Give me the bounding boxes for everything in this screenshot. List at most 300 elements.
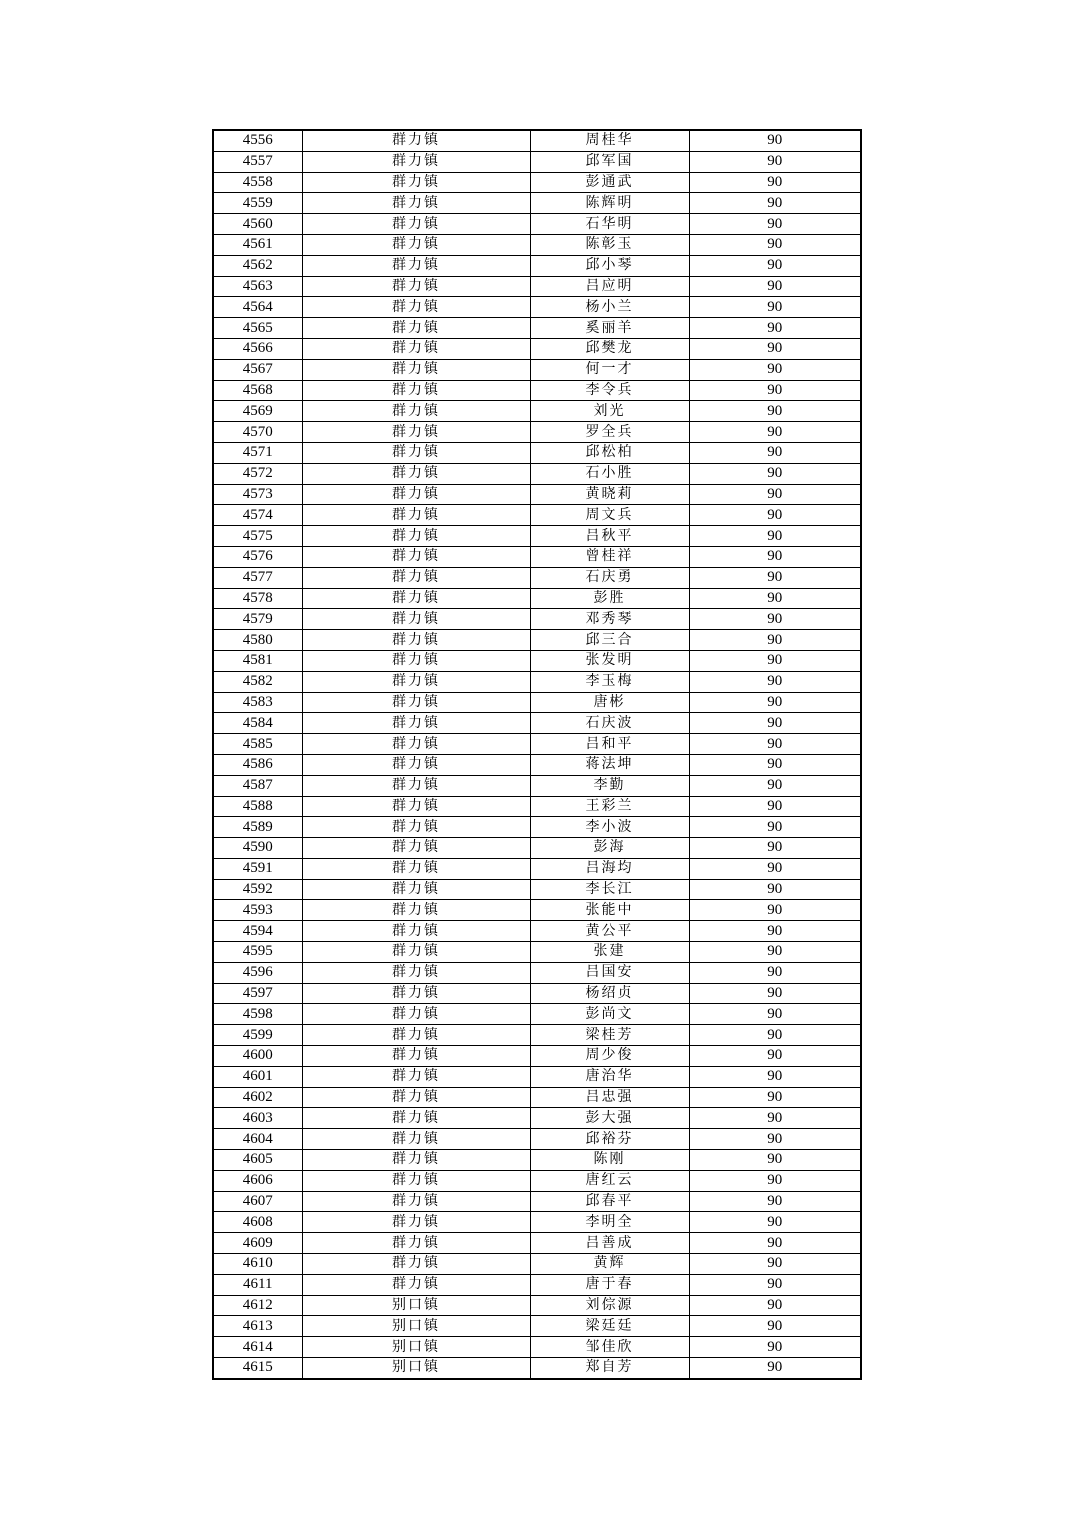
- score-cell: 90: [689, 1316, 861, 1337]
- row-number-cell: 4569: [213, 401, 302, 422]
- name-cell: 邱春平: [530, 1191, 689, 1212]
- score-cell: 90: [689, 775, 861, 796]
- town-cell: 群力镇: [302, 962, 530, 983]
- score-cell: 90: [689, 1358, 861, 1379]
- score-cell: 90: [689, 817, 861, 838]
- row-number-cell: 4585: [213, 734, 302, 755]
- table-row: [213, 1150, 861, 1171]
- table-row: [213, 1087, 861, 1108]
- town-cell: 群力镇: [302, 754, 530, 775]
- row-number-cell: 4613: [213, 1316, 302, 1337]
- row-number-cell: 4611: [213, 1274, 302, 1295]
- score-cell: 90: [689, 526, 861, 547]
- table-row: [213, 380, 861, 401]
- data-table-container: [212, 129, 860, 1380]
- row-number-cell: 4580: [213, 630, 302, 651]
- town-cell: 群力镇: [302, 1150, 530, 1171]
- score-cell: 90: [689, 754, 861, 775]
- score-cell: 90: [689, 671, 861, 692]
- name-cell: 石庆波: [530, 713, 689, 734]
- row-number-cell: 4600: [213, 1046, 302, 1067]
- row-number-cell: 4595: [213, 942, 302, 963]
- name-cell: 石庆勇: [530, 567, 689, 588]
- score-cell: 90: [689, 1295, 861, 1316]
- row-number-cell: 4561: [213, 234, 302, 255]
- row-number-cell: 4575: [213, 526, 302, 547]
- score-cell: 90: [689, 297, 861, 318]
- table-row: [213, 505, 861, 526]
- row-number-cell: 4605: [213, 1150, 302, 1171]
- table-row: [213, 838, 861, 859]
- row-number-cell: 4593: [213, 900, 302, 921]
- row-number-cell: 4570: [213, 422, 302, 443]
- table-row: [213, 1274, 861, 1295]
- score-cell: 90: [689, 1337, 861, 1358]
- name-cell: 李勤: [530, 775, 689, 796]
- name-cell: 张发明: [530, 650, 689, 671]
- score-cell: 90: [689, 1025, 861, 1046]
- name-cell: 李长江: [530, 879, 689, 900]
- row-number-cell: 4562: [213, 255, 302, 276]
- row-number-cell: 4556: [213, 130, 302, 151]
- name-cell: 周桂华: [530, 130, 689, 151]
- row-number-cell: 4603: [213, 1108, 302, 1129]
- table-row: [213, 526, 861, 547]
- name-cell: 吕秋平: [530, 526, 689, 547]
- name-cell: 邓秀琴: [530, 609, 689, 630]
- score-cell: 90: [689, 921, 861, 942]
- row-number-cell: 4612: [213, 1295, 302, 1316]
- name-cell: 吕国安: [530, 962, 689, 983]
- table-row: [213, 255, 861, 276]
- table-row: [213, 692, 861, 713]
- table-row: [213, 193, 861, 214]
- row-number-cell: 4576: [213, 546, 302, 567]
- score-cell: 90: [689, 234, 861, 255]
- name-cell: 奚丽羊: [530, 318, 689, 339]
- town-cell: 群力镇: [302, 692, 530, 713]
- name-cell: 彭胜: [530, 588, 689, 609]
- score-cell: 90: [689, 1066, 861, 1087]
- row-number-cell: 4598: [213, 1004, 302, 1025]
- town-cell: 群力镇: [302, 505, 530, 526]
- row-number-cell: 4615: [213, 1358, 302, 1379]
- name-cell: 李小波: [530, 817, 689, 838]
- table-row: [213, 338, 861, 359]
- score-cell: 90: [689, 151, 861, 172]
- town-cell: 群力镇: [302, 214, 530, 235]
- row-number-cell: 4594: [213, 921, 302, 942]
- score-cell: 90: [689, 546, 861, 567]
- name-cell: 何一才: [530, 359, 689, 380]
- row-number-cell: 4599: [213, 1025, 302, 1046]
- score-cell: 90: [689, 650, 861, 671]
- row-number-cell: 4564: [213, 297, 302, 318]
- score-cell: 90: [689, 359, 861, 380]
- row-number-cell: 4604: [213, 1129, 302, 1150]
- town-cell: 群力镇: [302, 255, 530, 276]
- score-cell: 90: [689, 796, 861, 817]
- row-number-cell: 4559: [213, 193, 302, 214]
- name-cell: 陈彰玉: [530, 234, 689, 255]
- town-cell: 群力镇: [302, 879, 530, 900]
- score-cell: 90: [689, 484, 861, 505]
- table-row: [213, 879, 861, 900]
- name-cell: 杨绍贞: [530, 983, 689, 1004]
- table-row: [213, 151, 861, 172]
- table-row: [213, 1337, 861, 1358]
- table-row: [213, 1004, 861, 1025]
- name-cell: 邱军国: [530, 151, 689, 172]
- town-cell: 群力镇: [302, 671, 530, 692]
- town-cell: 群力镇: [302, 234, 530, 255]
- table-row: [213, 1212, 861, 1233]
- score-cell: 90: [689, 1129, 861, 1150]
- name-cell: 吕忠强: [530, 1087, 689, 1108]
- table-row: [213, 1129, 861, 1150]
- score-cell: 90: [689, 1254, 861, 1275]
- score-cell: 90: [689, 505, 861, 526]
- name-cell: 郑自芳: [530, 1358, 689, 1379]
- table-row: [213, 401, 861, 422]
- row-number-cell: 4579: [213, 609, 302, 630]
- score-cell: 90: [689, 692, 861, 713]
- town-cell: 群力镇: [302, 1212, 530, 1233]
- town-cell: 群力镇: [302, 921, 530, 942]
- name-cell: 唐彬: [530, 692, 689, 713]
- score-cell: 90: [689, 1046, 861, 1067]
- row-number-cell: 4567: [213, 359, 302, 380]
- row-number-cell: 4560: [213, 214, 302, 235]
- town-cell: 群力镇: [302, 942, 530, 963]
- score-cell: 90: [689, 900, 861, 921]
- town-cell: 群力镇: [302, 546, 530, 567]
- town-cell: 别口镇: [302, 1316, 530, 1337]
- name-cell: 邱小琴: [530, 255, 689, 276]
- row-number-cell: 4609: [213, 1233, 302, 1254]
- name-cell: 邱松柏: [530, 442, 689, 463]
- table-row: [213, 671, 861, 692]
- town-cell: 群力镇: [302, 1087, 530, 1108]
- score-cell: 90: [689, 879, 861, 900]
- score-cell: 90: [689, 1150, 861, 1171]
- town-cell: 群力镇: [302, 734, 530, 755]
- table-row: [213, 318, 861, 339]
- table-row: [213, 1191, 861, 1212]
- row-number-cell: 4577: [213, 567, 302, 588]
- table-row: [213, 962, 861, 983]
- name-cell: 蒋法坤: [530, 754, 689, 775]
- town-cell: 别口镇: [302, 1358, 530, 1379]
- row-number-cell: 4572: [213, 463, 302, 484]
- table-row: [213, 442, 861, 463]
- name-cell: 张能中: [530, 900, 689, 921]
- table-row: [213, 775, 861, 796]
- table-row: [213, 359, 861, 380]
- score-cell: 90: [689, 713, 861, 734]
- name-cell: 周少俊: [530, 1046, 689, 1067]
- town-cell: 群力镇: [302, 442, 530, 463]
- town-cell: 群力镇: [302, 1191, 530, 1212]
- town-cell: 群力镇: [302, 630, 530, 651]
- name-cell: 李玉梅: [530, 671, 689, 692]
- table-row: [213, 1170, 861, 1191]
- name-cell: 梁桂芳: [530, 1025, 689, 1046]
- name-cell: 吕海均: [530, 858, 689, 879]
- name-cell: 刘倧源: [530, 1295, 689, 1316]
- score-cell: 90: [689, 338, 861, 359]
- name-cell: 陈辉明: [530, 193, 689, 214]
- row-number-cell: 4563: [213, 276, 302, 297]
- town-cell: 群力镇: [302, 900, 530, 921]
- table-row: [213, 1254, 861, 1275]
- town-cell: 群力镇: [302, 1108, 530, 1129]
- row-number-cell: 4587: [213, 775, 302, 796]
- row-number-cell: 4608: [213, 1212, 302, 1233]
- town-cell: 群力镇: [302, 817, 530, 838]
- town-cell: 群力镇: [302, 1170, 530, 1191]
- table-row: [213, 817, 861, 838]
- row-number-cell: 4584: [213, 713, 302, 734]
- table-row: [213, 900, 861, 921]
- score-cell: 90: [689, 193, 861, 214]
- name-cell: 黄公平: [530, 921, 689, 942]
- score-cell: 90: [689, 442, 861, 463]
- town-cell: 群力镇: [302, 983, 530, 1004]
- score-cell: 90: [689, 1212, 861, 1233]
- table-row: [213, 567, 861, 588]
- row-number-cell: 4614: [213, 1337, 302, 1358]
- row-number-cell: 4557: [213, 151, 302, 172]
- town-cell: 群力镇: [302, 484, 530, 505]
- town-cell: 群力镇: [302, 401, 530, 422]
- table-row: [213, 214, 861, 235]
- name-cell: 黄辉: [530, 1254, 689, 1275]
- score-cell: 90: [689, 1274, 861, 1295]
- score-cell: 90: [689, 401, 861, 422]
- town-cell: 群力镇: [302, 838, 530, 859]
- name-cell: 杨小兰: [530, 297, 689, 318]
- score-cell: 90: [689, 1108, 861, 1129]
- table-row: [213, 754, 861, 775]
- table-row: [213, 609, 861, 630]
- score-cell: 90: [689, 172, 861, 193]
- town-cell: 群力镇: [302, 1004, 530, 1025]
- table-row: [213, 1108, 861, 1129]
- name-cell: 王彩兰: [530, 796, 689, 817]
- town-cell: 群力镇: [302, 297, 530, 318]
- score-cell: 90: [689, 1191, 861, 1212]
- table-row: [213, 858, 861, 879]
- name-cell: 邱樊龙: [530, 338, 689, 359]
- table-row: [213, 983, 861, 1004]
- table-row: [213, 713, 861, 734]
- score-cell: 90: [689, 609, 861, 630]
- town-cell: 群力镇: [302, 1274, 530, 1295]
- table-row: [213, 630, 861, 651]
- row-number-cell: 4596: [213, 962, 302, 983]
- table-row: [213, 463, 861, 484]
- name-cell: 梁廷廷: [530, 1316, 689, 1337]
- score-cell: 90: [689, 588, 861, 609]
- table-body: [213, 130, 861, 1379]
- score-cell: 90: [689, 318, 861, 339]
- table-row: [213, 1316, 861, 1337]
- score-cell: 90: [689, 567, 861, 588]
- row-number-cell: 4574: [213, 505, 302, 526]
- table-row: [213, 297, 861, 318]
- row-number-cell: 4582: [213, 671, 302, 692]
- name-cell: 刘光: [530, 401, 689, 422]
- town-cell: 别口镇: [302, 1337, 530, 1358]
- score-cell: 90: [689, 1233, 861, 1254]
- score-cell: 90: [689, 962, 861, 983]
- table-row: [213, 1233, 861, 1254]
- town-cell: 群力镇: [302, 567, 530, 588]
- town-cell: 群力镇: [302, 713, 530, 734]
- name-cell: 唐治华: [530, 1066, 689, 1087]
- table-row: [213, 588, 861, 609]
- table-row: [213, 422, 861, 443]
- name-cell: 吕应明: [530, 276, 689, 297]
- town-cell: 群力镇: [302, 609, 530, 630]
- score-cell: 90: [689, 1004, 861, 1025]
- row-number-cell: 4571: [213, 442, 302, 463]
- town-cell: 群力镇: [302, 1046, 530, 1067]
- score-cell: 90: [689, 838, 861, 859]
- town-cell: 群力镇: [302, 276, 530, 297]
- row-number-cell: 4568: [213, 380, 302, 401]
- table-row: [213, 734, 861, 755]
- row-number-cell: 4581: [213, 650, 302, 671]
- name-cell: 曾桂祥: [530, 546, 689, 567]
- row-number-cell: 4597: [213, 983, 302, 1004]
- row-number-cell: 4573: [213, 484, 302, 505]
- town-cell: 群力镇: [302, 1129, 530, 1150]
- town-cell: 群力镇: [302, 1233, 530, 1254]
- row-number-cell: 4558: [213, 172, 302, 193]
- town-cell: 群力镇: [302, 463, 530, 484]
- table-row: [213, 1358, 861, 1379]
- name-cell: 邱三合: [530, 630, 689, 651]
- name-cell: 彭通武: [530, 172, 689, 193]
- score-cell: 90: [689, 942, 861, 963]
- name-cell: 吕善成: [530, 1233, 689, 1254]
- name-cell: 唐红云: [530, 1170, 689, 1191]
- name-cell: 邹佳欣: [530, 1337, 689, 1358]
- town-cell: 群力镇: [302, 130, 530, 151]
- table-row: [213, 484, 861, 505]
- name-cell: 彭尚文: [530, 1004, 689, 1025]
- row-number-cell: 4588: [213, 796, 302, 817]
- row-number-cell: 4578: [213, 588, 302, 609]
- name-cell: 石华明: [530, 214, 689, 235]
- table-row: [213, 1295, 861, 1316]
- score-cell: 90: [689, 380, 861, 401]
- town-cell: 群力镇: [302, 858, 530, 879]
- name-cell: 彭大强: [530, 1108, 689, 1129]
- name-cell: 罗全兵: [530, 422, 689, 443]
- town-cell: 群力镇: [302, 1254, 530, 1275]
- score-cell: 90: [689, 255, 861, 276]
- name-cell: 邱裕芬: [530, 1129, 689, 1150]
- name-cell: 李明全: [530, 1212, 689, 1233]
- row-number-cell: 4601: [213, 1066, 302, 1087]
- name-cell: 黄晓莉: [530, 484, 689, 505]
- name-cell: 李令兵: [530, 380, 689, 401]
- score-cell: 90: [689, 130, 861, 151]
- score-cell: 90: [689, 463, 861, 484]
- name-cell: 陈刚: [530, 1150, 689, 1171]
- row-number-cell: 4610: [213, 1254, 302, 1275]
- data-table: [212, 129, 862, 1380]
- score-cell: 90: [689, 630, 861, 651]
- score-cell: 90: [689, 1087, 861, 1108]
- table-row: [213, 1025, 861, 1046]
- town-cell: 群力镇: [302, 172, 530, 193]
- town-cell: 群力镇: [302, 318, 530, 339]
- town-cell: 群力镇: [302, 1066, 530, 1087]
- town-cell: 群力镇: [302, 380, 530, 401]
- table-row: [213, 650, 861, 671]
- town-cell: 群力镇: [302, 193, 530, 214]
- town-cell: 群力镇: [302, 338, 530, 359]
- name-cell: 吕和平: [530, 734, 689, 755]
- score-cell: 90: [689, 734, 861, 755]
- town-cell: 群力镇: [302, 359, 530, 380]
- row-number-cell: 4607: [213, 1191, 302, 1212]
- town-cell: 群力镇: [302, 422, 530, 443]
- score-cell: 90: [689, 1170, 861, 1191]
- name-cell: 石小胜: [530, 463, 689, 484]
- row-number-cell: 4565: [213, 318, 302, 339]
- table-row: [213, 130, 861, 151]
- table-row: [213, 942, 861, 963]
- table-row: [213, 921, 861, 942]
- town-cell: 群力镇: [302, 151, 530, 172]
- name-cell: 周文兵: [530, 505, 689, 526]
- score-cell: 90: [689, 983, 861, 1004]
- table-row: [213, 276, 861, 297]
- row-number-cell: 4583: [213, 692, 302, 713]
- town-cell: 群力镇: [302, 775, 530, 796]
- row-number-cell: 4591: [213, 858, 302, 879]
- row-number-cell: 4566: [213, 338, 302, 359]
- table-row: [213, 546, 861, 567]
- table-row: [213, 172, 861, 193]
- row-number-cell: 4586: [213, 754, 302, 775]
- score-cell: 90: [689, 276, 861, 297]
- row-number-cell: 4606: [213, 1170, 302, 1191]
- town-cell: 群力镇: [302, 1025, 530, 1046]
- town-cell: 别口镇: [302, 1295, 530, 1316]
- town-cell: 群力镇: [302, 526, 530, 547]
- name-cell: 彭海: [530, 838, 689, 859]
- table-row: [213, 1066, 861, 1087]
- score-cell: 90: [689, 422, 861, 443]
- town-cell: 群力镇: [302, 650, 530, 671]
- name-cell: 张建: [530, 942, 689, 963]
- name-cell: 唐于春: [530, 1274, 689, 1295]
- row-number-cell: 4602: [213, 1087, 302, 1108]
- row-number-cell: 4589: [213, 817, 302, 838]
- town-cell: 群力镇: [302, 796, 530, 817]
- score-cell: 90: [689, 214, 861, 235]
- table-row: [213, 1046, 861, 1067]
- table-row: [213, 234, 861, 255]
- row-number-cell: 4592: [213, 879, 302, 900]
- row-number-cell: 4590: [213, 838, 302, 859]
